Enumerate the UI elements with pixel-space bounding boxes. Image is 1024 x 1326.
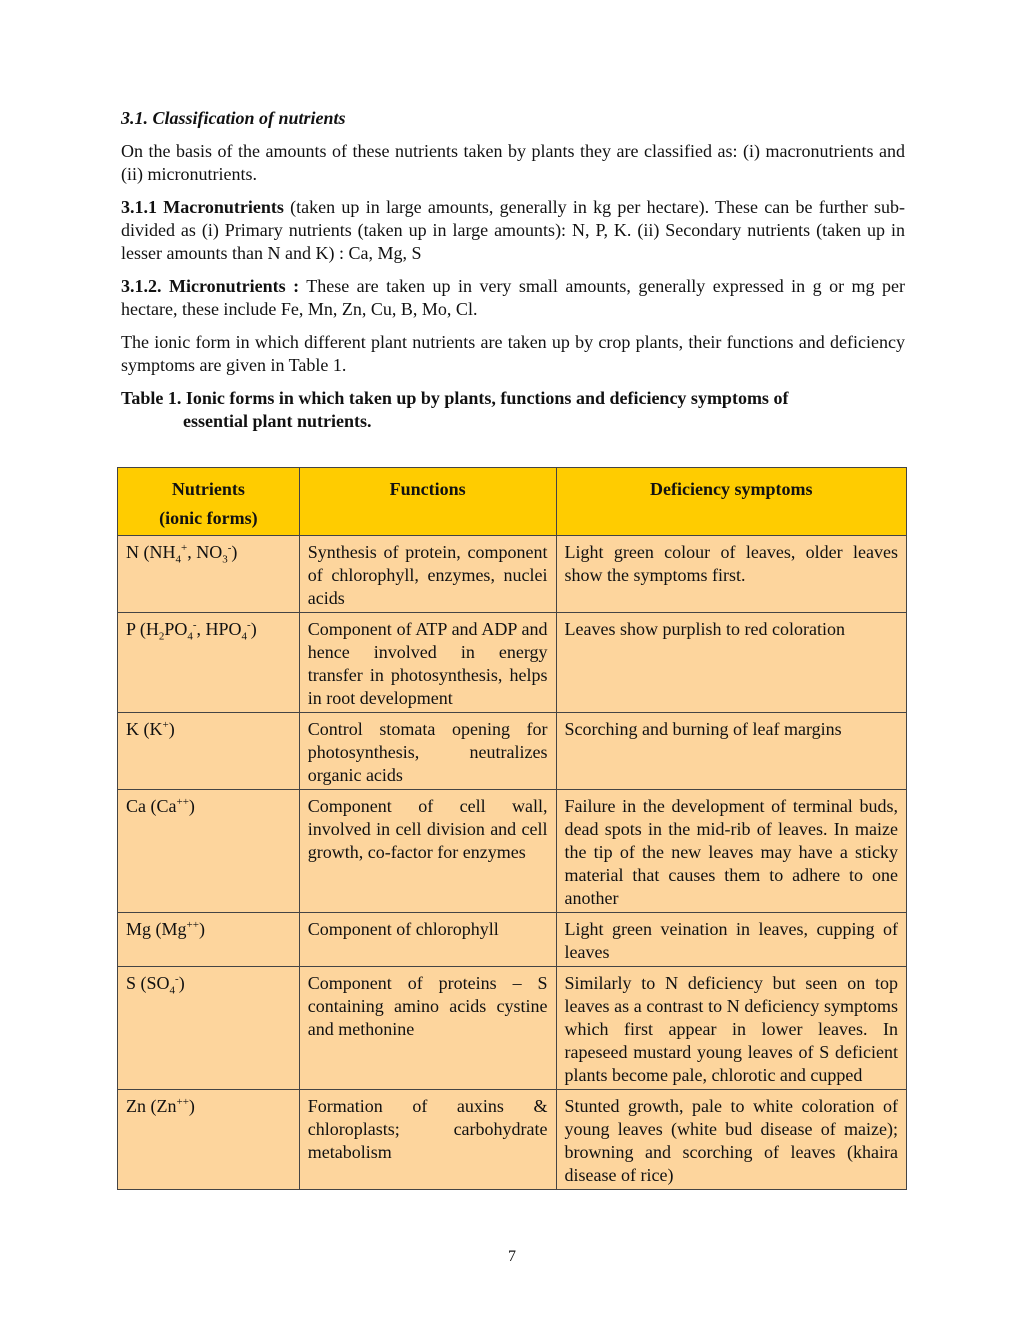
functions-cell: Component of chlorophyll	[299, 913, 556, 967]
header-nutrients	[118, 468, 300, 536]
table-row	[118, 913, 907, 967]
micronutrients-paragraph	[121, 275, 905, 321]
intro-paragraph: On the basis of the amounts of these nutrients taken by plants they are classified as: (i) macronutrients and (ii) micronutrients.	[121, 141, 905, 184]
functions-cell: Component of proteins – S containing amino acids cystine and methonine	[299, 967, 556, 1090]
macronutrients-paragraph	[121, 196, 905, 265]
table-row	[118, 1090, 907, 1190]
table-row	[118, 713, 907, 790]
section-heading: 3.1. Classification of nutrients	[121, 108, 346, 128]
deficiency-cell: Light green colour of leaves, older leaves show the symptoms first.	[556, 536, 906, 613]
ionic-form-paragraph: The ionic form in which different plant nutrients are taken up by crop plants, their functions and deficiency symptoms are given in Table 1.	[121, 332, 905, 375]
macronutrients-label: 3.1.1 Macronutrients	[121, 197, 284, 217]
table-caption-line1: Table 1. Ionic forms in which taken up by plants, functions and deficiency symptoms of	[121, 388, 789, 408]
deficiency-cell: Failure in the development of terminal buds, dead spots in the mid-rib of leaves. In maize the tip of the new leaves may have a sticky material that causes them to adhere to one another	[556, 790, 906, 913]
table-row	[118, 536, 907, 613]
deficiency-cell: Stunted growth, pale to white coloration of young leaves (white bud disease of maize); browning and scorching of leaves (khaira disease of rice)	[556, 1090, 906, 1190]
table-row	[118, 613, 907, 713]
nutrient-cell: N ($NH_4^+$, $NO_3^-$)	[118, 536, 300, 613]
nutrient-cell: Mg (Mg++)	[118, 913, 300, 967]
nutrient-cell: Ca (Ca++)	[118, 790, 300, 913]
functions-cell: Component of cell wall, involved in cell division and cell growth, co-factor for enzymes	[299, 790, 556, 913]
nutrient-cell: P ($H_2PO_4^-$, $HPO_4^-$)	[118, 613, 300, 713]
nutrient-cell: K (K+)	[118, 713, 300, 790]
header-functions: Functions	[299, 468, 556, 536]
functions-cell: Formation of auxins & chloroplasts; carbohydrate metabolism	[299, 1090, 556, 1190]
table-caption	[121, 387, 905, 433]
header-deficiency: Deficiency symptoms	[556, 468, 906, 536]
deficiency-cell: Light green veination in leaves, cupping of leaves	[556, 913, 906, 967]
table-caption-line2: essential plant nutrients.	[183, 411, 372, 431]
nutrient-cell: S $(SO_4^-)$	[118, 967, 300, 1090]
document-body	[121, 106, 905, 433]
header-nutrients-line2: (ionic forms)	[159, 508, 258, 528]
table-header-row	[118, 468, 907, 536]
functions-cell: Control stomata opening for photosynthesis, neutralizes organic acids	[299, 713, 556, 790]
page-number: 7	[508, 1248, 516, 1265]
macronutrients-text: (taken up in large amounts, generally in kg per hectare). These can be further sub-divided as (i) Primary nutrients (taken up in large amounts): N, P, K. (ii) Secondary nutrients (taken up in lesser amounts than N and K) : Ca, Mg, S	[121, 197, 905, 263]
deficiency-cell: Scorching and burning of leaf margins	[556, 713, 906, 790]
nutrients-table	[117, 467, 907, 1190]
micronutrients-text: These are taken up in very small amounts, generally expressed in g or mg per hectare, these include Fe, Mn, Zn, Cu, B, Mo, Cl.	[121, 276, 905, 319]
deficiency-cell: Leaves show purplish to red coloration	[556, 613, 906, 713]
deficiency-cell: Similarly to N deficiency but seen on top leaves as a contrast to N deficiency symptoms which first appear in lower leaves. In rapeseed mustard young leaves of S deficient plants become pale, chlorotic and cupped	[556, 967, 906, 1090]
table-row	[118, 790, 907, 913]
functions-cell: Component of ATP and ADP and hence involved in energy transfer in photosynthesis, helps in root development	[299, 613, 556, 713]
table-row	[118, 967, 907, 1090]
micronutrients-label: 3.1.2. Micronutrients :	[121, 276, 300, 296]
functions-cell: Synthesis of protein, component of chlorophyll, enzymes, nuclei acids	[299, 536, 556, 613]
header-nutrients-line1: Nutrients	[171, 479, 245, 499]
nutrient-cell: Zn (Zn++)	[118, 1090, 300, 1190]
